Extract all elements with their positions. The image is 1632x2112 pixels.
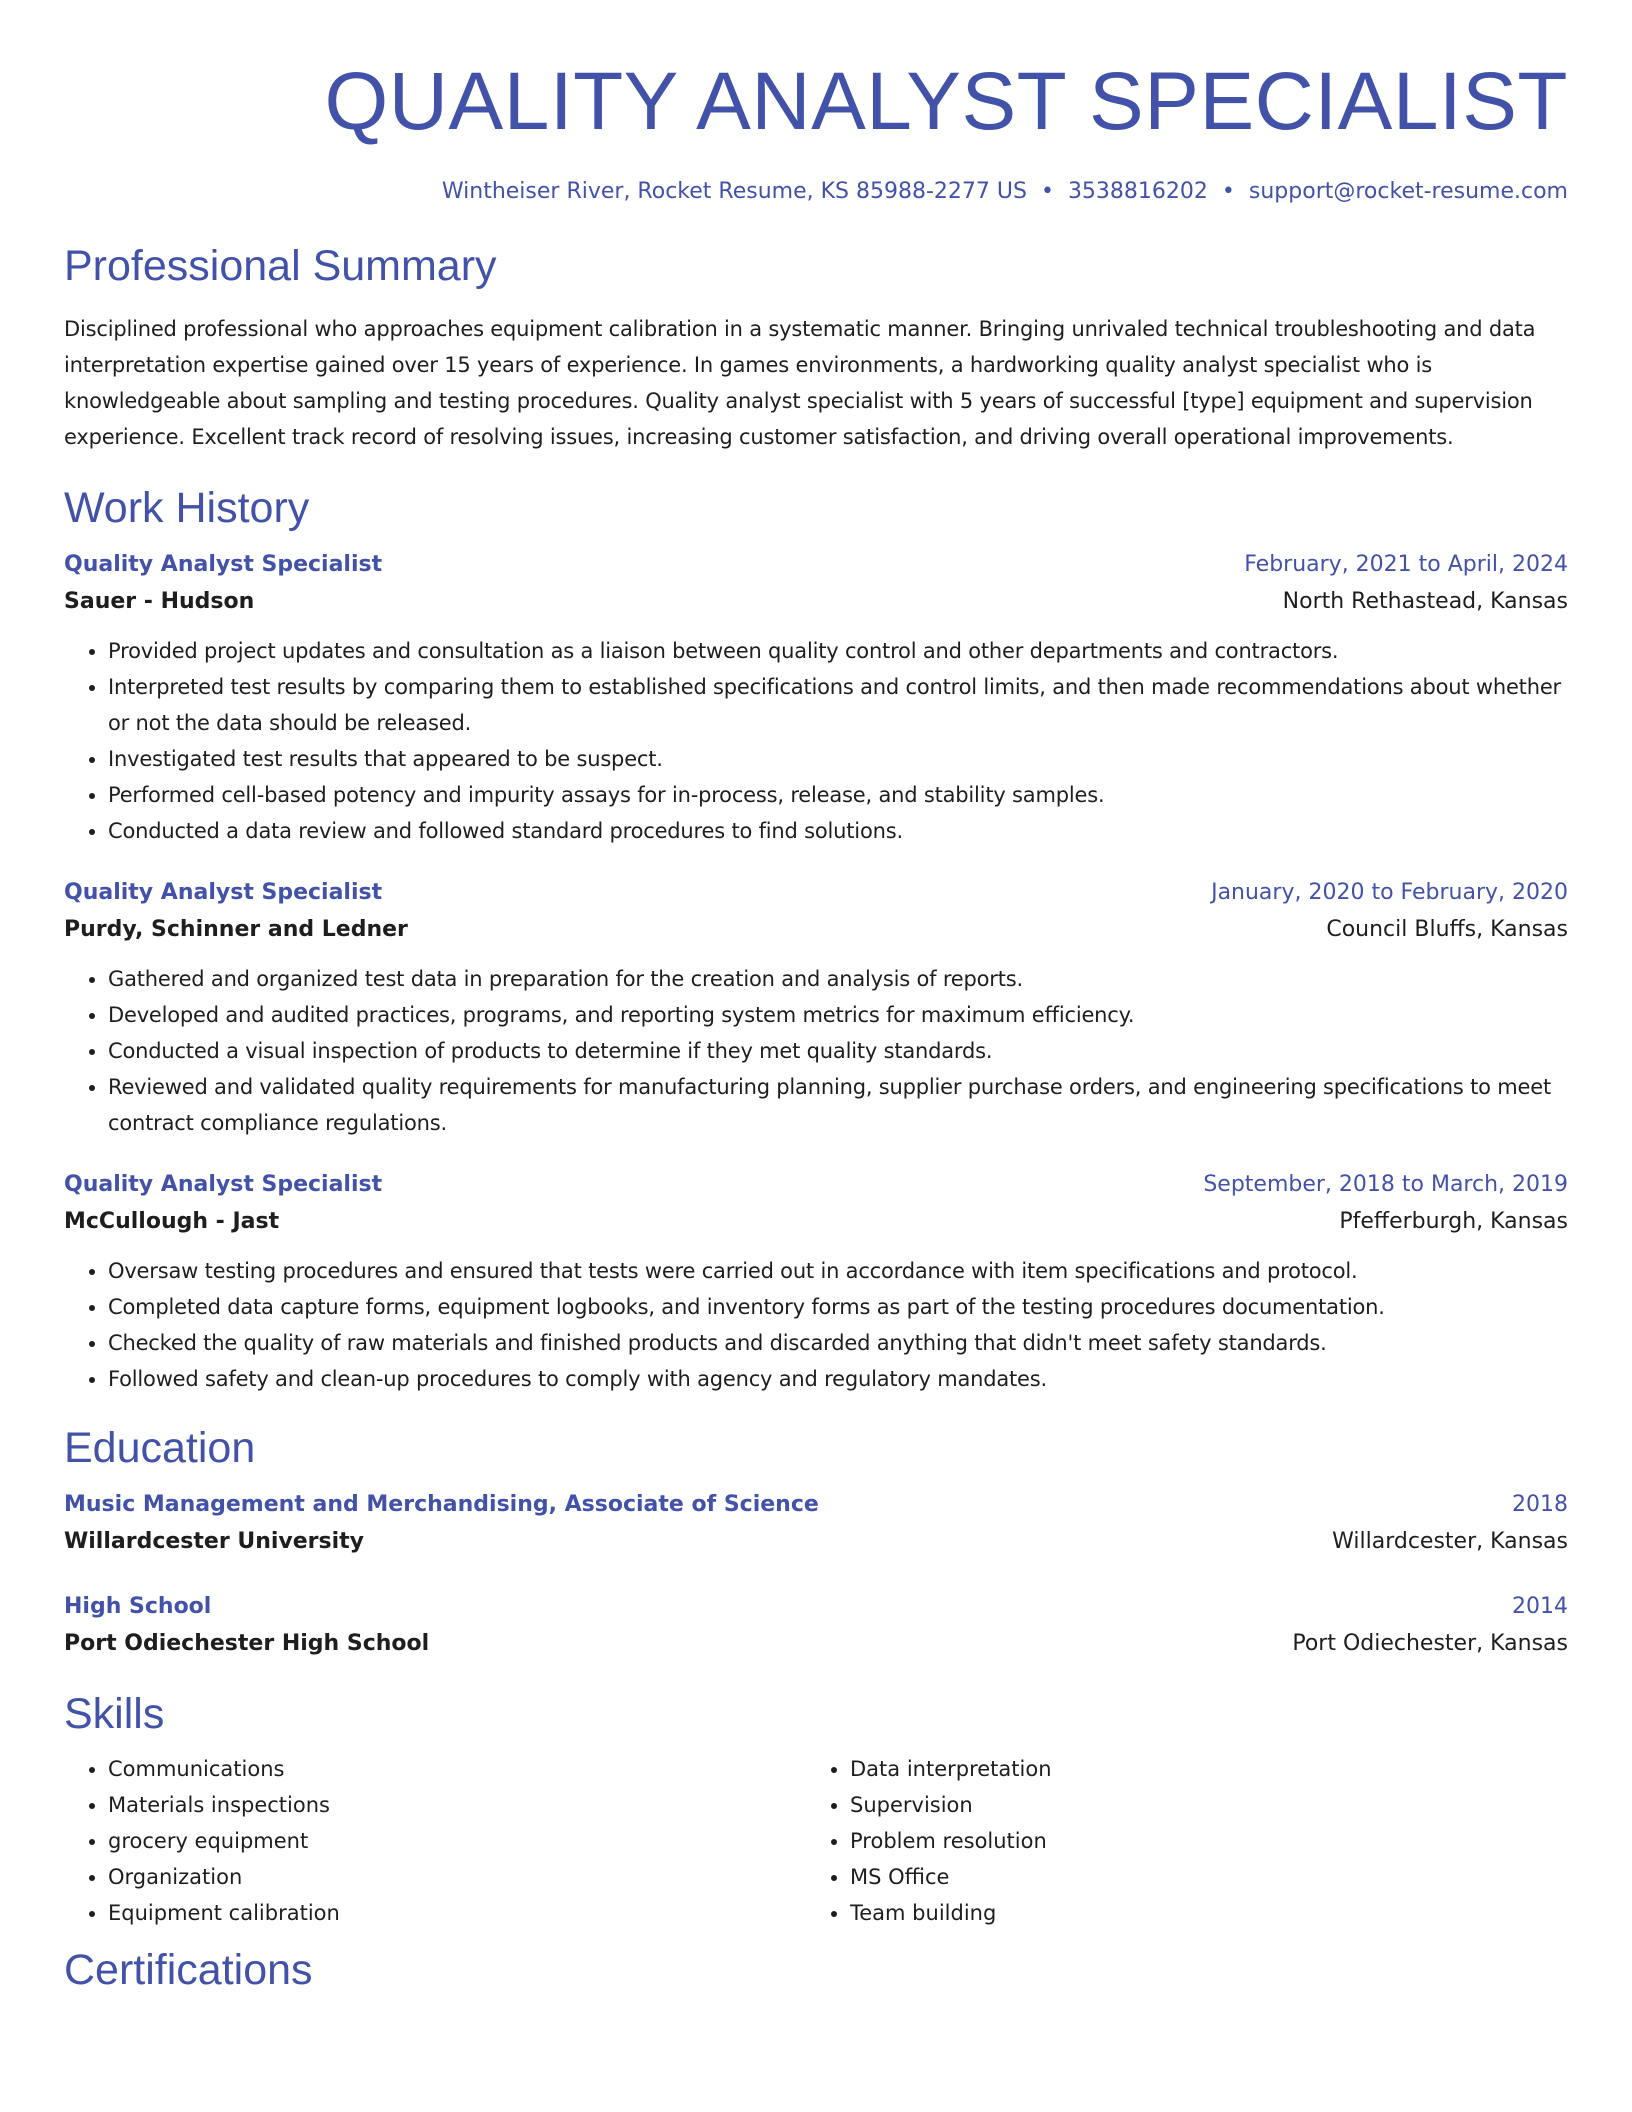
skill-item: • Materials inspections bbox=[108, 1787, 806, 1823]
job-bullet: • Conducted a visual inspection of products to determine if they met quality standards. bbox=[108, 1033, 1568, 1069]
skills-list-right bbox=[806, 1751, 1548, 1931]
work-entry bbox=[64, 547, 1568, 849]
education-entry bbox=[64, 1487, 1568, 1561]
job-bullet: • Gathered and organized test data in preparation for the creation and analysis of reports. bbox=[108, 961, 1568, 997]
education-school: Willardcester University bbox=[64, 1529, 365, 1554]
job-bullet: • Oversaw testing procedures and ensured that tests were carried out in accordance with item specifications and protocol. bbox=[108, 1253, 1568, 1289]
job-location: Council Bluffs, Kansas bbox=[1326, 917, 1568, 942]
work-entry bbox=[64, 875, 1568, 1141]
job-title: Quality Analyst Specialist bbox=[64, 880, 383, 905]
education-year: 2014 bbox=[1512, 1594, 1568, 1619]
job-location: North Rethastead, Kansas bbox=[1282, 589, 1568, 614]
contact-separator: • bbox=[1221, 179, 1235, 204]
skill-item: • Supervision bbox=[850, 1787, 1548, 1823]
skill-item: • MS Office bbox=[850, 1859, 1548, 1895]
section-title-professional-summary: Professional Summary bbox=[64, 242, 497, 290]
contact-phone: 3538816202 bbox=[1067, 179, 1208, 204]
contact-address: Wintheiser River, Rocket Resume, KS 85988-2277 US bbox=[441, 179, 1027, 204]
resume-name-heading: QUALITY ANALYST SPECIALIST bbox=[324, 56, 1568, 147]
section-title-education: Education bbox=[64, 1424, 256, 1472]
resume-page bbox=[64, 0, 1568, 1995]
education-location: Willardcester, Kansas bbox=[1332, 1529, 1568, 1554]
education-year: 2018 bbox=[1512, 1492, 1568, 1517]
education-degree: High School bbox=[64, 1594, 212, 1619]
skill-item: • Problem resolution bbox=[850, 1823, 1548, 1859]
contact-separator: • bbox=[1040, 179, 1054, 204]
work-entry bbox=[64, 1167, 1568, 1397]
skills-columns bbox=[64, 1751, 1568, 1931]
skill-item: • Team building bbox=[850, 1895, 1548, 1931]
section-title-skills: Skills bbox=[64, 1690, 165, 1738]
job-company: Sauer - Hudson bbox=[64, 589, 255, 614]
job-bullet: • Completed data capture forms, equipment logbooks, and inventory forms as part of the testing procedures documentation. bbox=[108, 1289, 1568, 1325]
job-bullet-list bbox=[64, 633, 1568, 849]
education-entry bbox=[64, 1589, 1568, 1663]
job-bullet: • Developed and audited practices, programs, and reporting system metrics for maximum efficiency. bbox=[108, 997, 1568, 1033]
job-dates: January, 2020 to February, 2020 bbox=[1211, 880, 1568, 905]
job-bullet: • Interpreted test results by comparing them to established specifications and control limits, and then made recommendations about whether or not the data should be released. bbox=[108, 669, 1568, 741]
education-school: Port Odiechester High School bbox=[64, 1631, 430, 1656]
skill-item: • Organization bbox=[108, 1859, 806, 1895]
job-bullet-list bbox=[64, 1253, 1568, 1397]
job-company: McCullough - Jast bbox=[64, 1209, 280, 1234]
section-title-certifications: Certifications bbox=[64, 1946, 313, 1994]
job-company: Purdy, Schinner and Ledner bbox=[64, 917, 408, 942]
job-location: Pfefferburgh, Kansas bbox=[1339, 1209, 1568, 1234]
education-degree: Music Management and Merchandising, Associate of Science bbox=[64, 1492, 819, 1517]
summary-text: Disciplined professional who approaches equipment calibration in a systematic manner. Bringing unrivaled technical troubleshooting and data interpretation expertise gained over 15 years of experience. In games environments, a hardworking quality analyst specialist who is knowledgeable about sampling and testing procedures. Quality analyst specialist with 5 years of successful [type] equipment and supervision experience. Excellent track record of resolving issues, increasing customer satisfaction, and driving overall operational improvements. bbox=[64, 317, 1536, 449]
job-dates: February, 2021 to April, 2024 bbox=[1244, 552, 1568, 577]
education-location: Port Odiechester, Kansas bbox=[1292, 1631, 1568, 1656]
job-bullet: • Provided project updates and consultation as a liaison between quality control and other departments and contractors. bbox=[108, 633, 1568, 669]
skill-item: • Data interpretation bbox=[850, 1751, 1548, 1787]
job-dates: September, 2018 to March, 2019 bbox=[1203, 1172, 1568, 1197]
job-bullet: • Performed cell-based potency and impurity assays for in-process, release, and stability samples. bbox=[108, 777, 1568, 813]
skills-list-left bbox=[64, 1751, 806, 1931]
job-bullet: • Followed safety and clean-up procedures to comply with agency and regulatory mandates. bbox=[108, 1361, 1568, 1397]
skill-item: • grocery equipment bbox=[108, 1823, 806, 1859]
skill-item: • Equipment calibration bbox=[108, 1895, 806, 1931]
contact-line bbox=[64, 177, 1568, 207]
job-bullet: • Checked the quality of raw materials and finished products and discarded anything that didn't meet safety standards. bbox=[108, 1325, 1568, 1361]
contact-email: support@rocket-resume.com bbox=[1248, 179, 1568, 204]
skill-item: • Communications bbox=[108, 1751, 806, 1787]
job-title: Quality Analyst Specialist bbox=[64, 552, 383, 577]
job-title: Quality Analyst Specialist bbox=[64, 1172, 383, 1197]
job-bullet: • Investigated test results that appeared to be suspect. bbox=[108, 741, 1568, 777]
job-bullet: • Conducted a data review and followed standard procedures to find solutions. bbox=[108, 813, 1568, 849]
job-bullet-list bbox=[64, 961, 1568, 1141]
section-title-work-history: Work History bbox=[64, 484, 310, 532]
job-bullet: • Reviewed and validated quality requirements for manufacturing planning, supplier purchase orders, and engineering specifications to meet contract compliance regulations. bbox=[108, 1069, 1568, 1141]
